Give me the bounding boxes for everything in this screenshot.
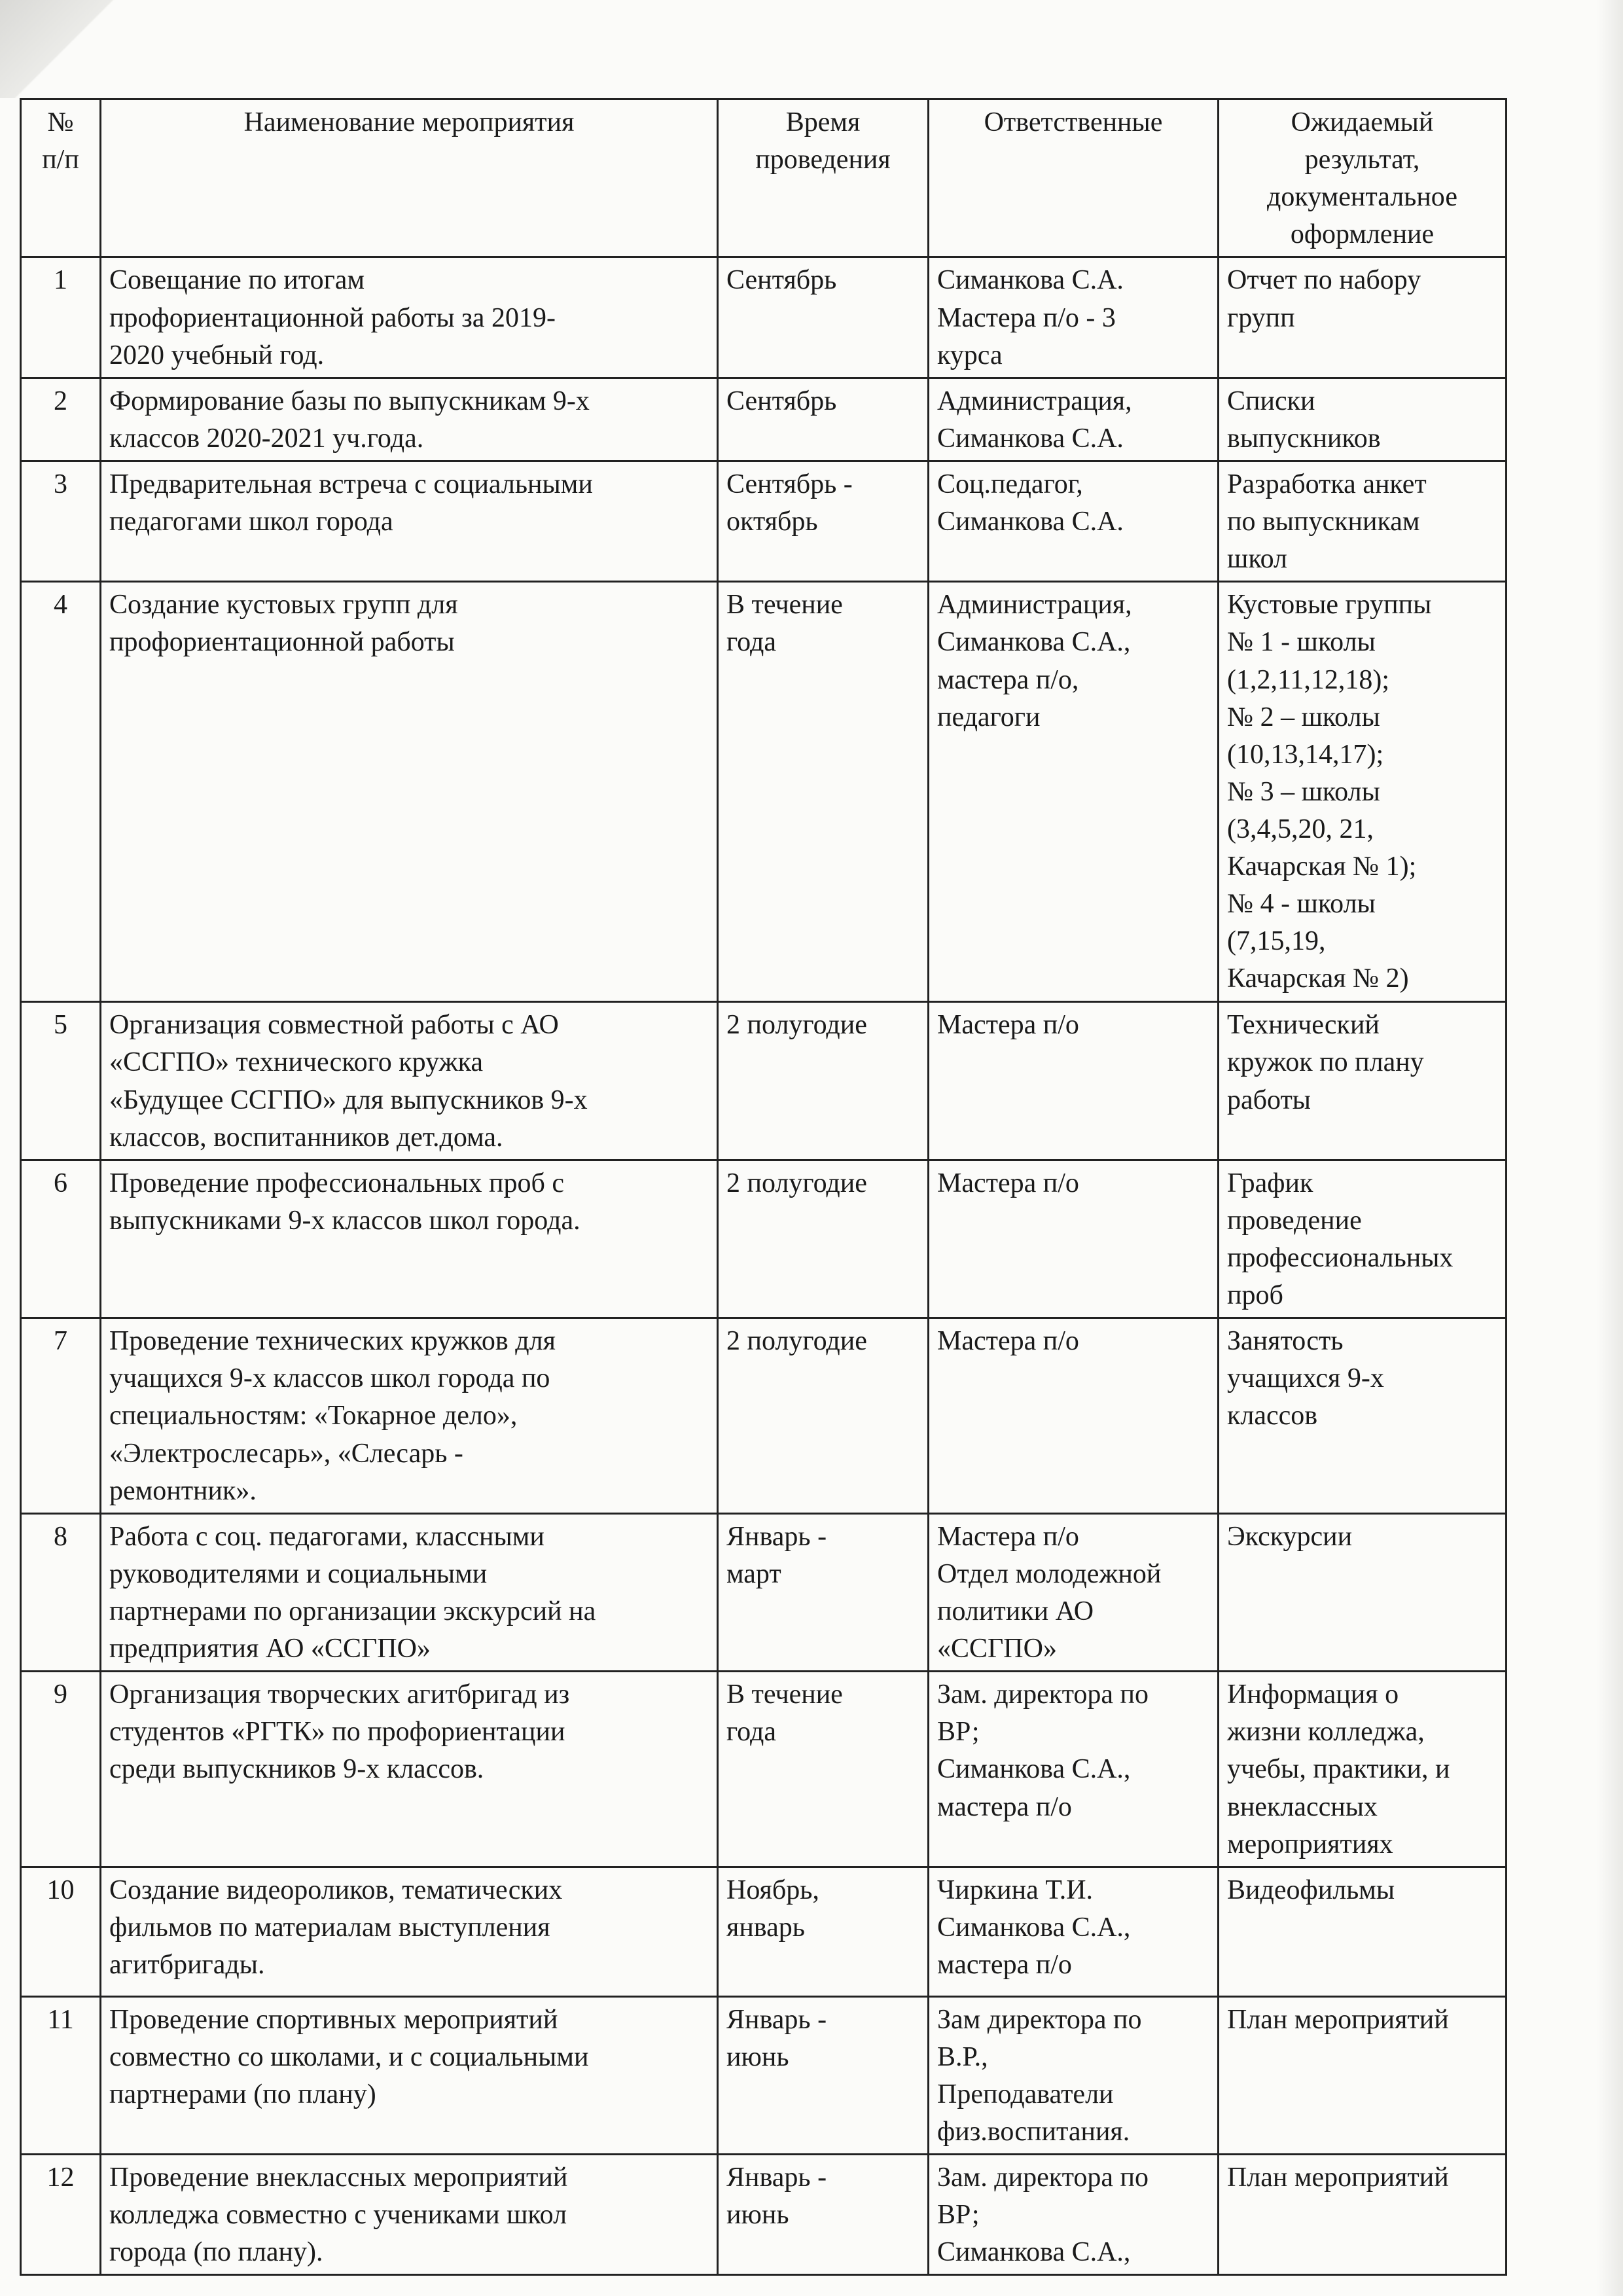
event-name: Организация совместной работы с АО «ССГПО» технического кружка «Будущее ССГПО» для выпускников 9-х классов, воспитанников дет.дома. xyxy=(101,1002,718,1160)
table-row xyxy=(21,1867,1507,1996)
row-number: 1 xyxy=(21,257,101,378)
event-time: В течение года xyxy=(718,1672,929,1867)
header-number: № п/п xyxy=(21,99,101,257)
event-result: Информация о жизни колледжа, учебы, практики, и внеклассных мероприятиях xyxy=(1219,1672,1507,1867)
event-result: План мероприятий xyxy=(1219,2155,1507,2275)
row-number: 9 xyxy=(21,1672,101,1867)
header-responsible: Ответственные xyxy=(929,99,1219,257)
row-number: 7 xyxy=(21,1318,101,1514)
event-responsible: Чиркина Т.И. Симанкова С.А., мастера п/о xyxy=(929,1867,1219,1996)
event-result: Видеофильмы xyxy=(1219,1867,1507,1996)
row-number: 5 xyxy=(21,1002,101,1160)
event-name: Работа с соц. педагогами, классными руководителями и социальными партнерами по организации экскурсий на предприятия АО «ССГПО» xyxy=(101,1513,718,1671)
event-name: Организация творческих агитбригад из студентов «РГТК» по профориентации среди выпускников 9-х классов. xyxy=(101,1672,718,1867)
event-result: План мероприятий xyxy=(1219,1996,1507,2154)
row-number: 8 xyxy=(21,1513,101,1671)
event-time: Январь - июнь xyxy=(718,1996,929,2154)
event-time: Сентябрь xyxy=(718,257,929,378)
event-responsible: Мастера п/о xyxy=(929,1160,1219,1318)
table-row xyxy=(21,582,1507,1002)
event-name: Предварительная встреча с социальными педагогами школ города xyxy=(101,461,718,581)
table-row xyxy=(21,378,1507,461)
table-row xyxy=(21,1996,1507,2154)
event-result: Кустовые группы № 1 - школы (1,2,11,12,18); № 2 – школы (10,13,14,17); № 3 – школы (3,4,5,20, 21, Качарская № 1); № 4 - школы (7,15,19, Качарская № 2) xyxy=(1219,582,1507,1002)
table-header-row xyxy=(21,99,1507,257)
event-time: Ноябрь, январь xyxy=(718,1867,929,1996)
event-responsible: Соц.педагог, Симанкова С.А. xyxy=(929,461,1219,581)
row-number: 6 xyxy=(21,1160,101,1318)
event-name: Проведение профессиональных проб с выпускниками 9-х классов школ города. xyxy=(101,1160,718,1318)
event-name: Совещание по итогам профориентационной работы за 2019- 2020 учебный год. xyxy=(101,257,718,378)
event-name: Проведение внеклассных мероприятий колледжа совместно с учениками школ города (по плану). xyxy=(101,2155,718,2275)
event-time: 2 полугодие xyxy=(718,1160,929,1318)
scan-shadow xyxy=(1597,0,1623,2296)
event-name: Создание кустовых групп для профориентационной работы xyxy=(101,582,718,1002)
table-row xyxy=(21,2155,1507,2275)
event-time: 2 полугодие xyxy=(718,1318,929,1514)
event-result: Экскурсии xyxy=(1219,1513,1507,1671)
table-row xyxy=(21,461,1507,581)
event-time: В течение года xyxy=(718,582,929,1002)
header-expected-result: Ожидаемый результат, документальное оформление xyxy=(1219,99,1507,257)
event-name: Проведение спортивных мероприятий совместно со школами, и с социальными партнерами (по плану) xyxy=(101,1996,718,2154)
event-name: Формирование базы по выпускникам 9-х классов 2020-2021 уч.года. xyxy=(101,378,718,461)
row-number: 2 xyxy=(21,378,101,461)
event-responsible: Мастера п/о xyxy=(929,1002,1219,1160)
event-responsible: Мастера п/о Отдел молодежной политики АО «ССГПО» xyxy=(929,1513,1219,1671)
table-row xyxy=(21,1513,1507,1671)
event-responsible: Зам директора по В.Р., Преподаватели физ.воспитания. xyxy=(929,1996,1219,2154)
event-time: Сентябрь - октябрь xyxy=(718,461,929,581)
event-result: Технический кружок по плану работы xyxy=(1219,1002,1507,1160)
table-row xyxy=(21,1672,1507,1867)
header-time: Время проведения xyxy=(718,99,929,257)
event-result: Отчет по набору групп xyxy=(1219,257,1507,378)
page-fold xyxy=(0,0,151,98)
event-responsible: Зам. директора по ВР; Симанкова С.А., мастера п/о xyxy=(929,1672,1219,1867)
row-number: 12 xyxy=(21,2155,101,2275)
event-time: Январь - март xyxy=(718,1513,929,1671)
event-time: Сентябрь xyxy=(718,378,929,461)
event-responsible: Администрация, Симанкова С.А., мастера п/о, педагоги xyxy=(929,582,1219,1002)
event-responsible: Администрация, Симанкова С.А. xyxy=(929,378,1219,461)
row-number: 3 xyxy=(21,461,101,581)
event-time: 2 полугодие xyxy=(718,1002,929,1160)
event-result: Занятость учащихся 9-х классов xyxy=(1219,1318,1507,1514)
events-plan-table xyxy=(20,98,1507,2276)
event-responsible: Зам. директора по ВР; Симанкова С.А., xyxy=(929,2155,1219,2275)
table-row xyxy=(21,1160,1507,1318)
event-name: Проведение технических кружков для учащихся 9-х классов школ города по специальностям: «Токарное дело», «Электрослесарь», «Слесарь - ремонтник». xyxy=(101,1318,718,1514)
event-responsible: Симанкова С.А. Мастера п/о - 3 курса xyxy=(929,257,1219,378)
event-responsible: Мастера п/о xyxy=(929,1318,1219,1514)
table-row xyxy=(21,1002,1507,1160)
header-event-name: Наименование мероприятия xyxy=(101,99,718,257)
event-result: Списки выпускников xyxy=(1219,378,1507,461)
event-result: График проведение профессиональных проб xyxy=(1219,1160,1507,1318)
row-number: 10 xyxy=(21,1867,101,1996)
event-result: Разработка анкет по выпускникам школ xyxy=(1219,461,1507,581)
table-row xyxy=(21,1318,1507,1514)
event-name: Создание видеороликов, тематических фильмов по материалам выступления агитбригады. xyxy=(101,1867,718,1996)
row-number: 4 xyxy=(21,582,101,1002)
row-number: 11 xyxy=(21,1996,101,2154)
table-row xyxy=(21,257,1507,378)
event-time: Январь - июнь xyxy=(718,2155,929,2275)
